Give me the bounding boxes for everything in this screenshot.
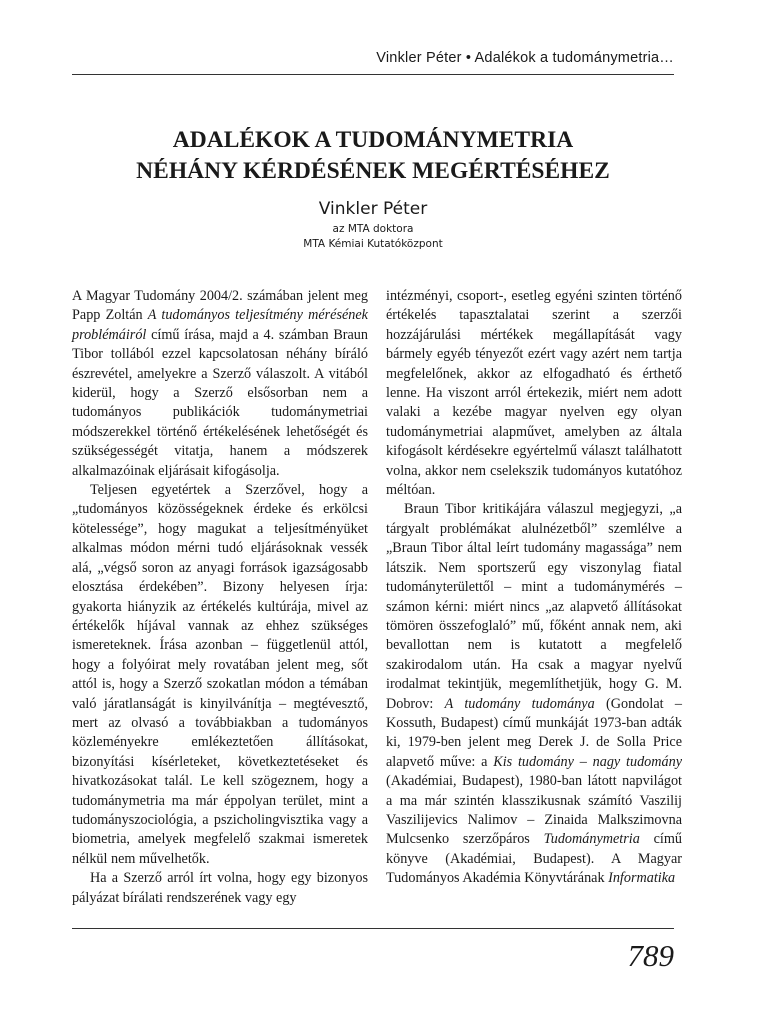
right-column [386, 287, 682, 889]
author-institution: MTA Kémiai Kutatóközpont [303, 238, 443, 250]
author-name: Vinkler Péter [318, 199, 428, 219]
paragraph-text: Braun Tibor kritikájára válaszul megjegyzi, „a tárgyalt problémákat alulnézetből” szemlélve a „Braun Tibor által leírt tudomány magassága” nem látszik. Nem sportszerű egy viszonylag fiatal tudományterülettől – mint a tudománymérés – számon kérni: miért nincs „az alapvető állításokat tömören összefoglaló” mű, főként annak nem, aki bevallottan nem is kutatott a megfelelő szakirodalom után. Ha csak a magyar nyelvű irodalmat tekintjük, megemlíthetjük, hogy G. M. Dobrov: [386, 501, 682, 712]
article-title-line-1: ADALÉKOK A TUDOMÁNYMETRIA [172, 127, 574, 153]
running-head: Vinkler Péter • Adalékok a tudománymetria… [376, 50, 674, 66]
cited-title: A tudományos teljesítmény mérésének problémáiról [72, 307, 368, 343]
author-degree: az MTA doktora [332, 223, 414, 235]
left-column [72, 287, 368, 908]
header-rule [72, 74, 674, 75]
paragraph: Teljesen egyetértek a Szerzővel, hogy a „tudományos közösségeknek érdeke és erkölcsi kötelessége”, hogy magukat a teljesítményüket alkalmas módon mérni tudó eljárásoknak vessék alá, „végső soron az anyagi források igazságosabb elosztása érdekében”. Bizony helyesen írja: gyakorta hiányzik az értékelés kultúrája, mivel az értékelők híjával vannak az ehhez szükséges ismereteknek. Írása azonban – függetlenül attól, hogy a folyóirat mely rovatában jelent meg, sőt attól is, hogy a Szerző szokatlan módon a témában való járatlanságát is kinyilvánítja – megtévesztő, mert az olvasó a továbbiakban a tudományos közleményekre emlékeztetően állításokat, bizonyítási kísérleteket, következtetéseket és hivatkozásokat talál. Le kell szögeznem, hogy a tudománymetria ma már éppolyan terület, mint a tudományszociológia, a pszicholingvisztika vagy a biometria, amelyek megfelelő szakmai ismeretek nélkül nem művelhetők. [72, 482, 368, 867]
cited-title: A tudomány tudománya [444, 695, 595, 712]
paragraph-text: (Gondolat – Kossuth, Budapest) című munkáját 1973-ban adták ki, 1979-ben jelent meg Derek J. de Solla Price alapvető műve: a [386, 695, 682, 770]
article-title-line-2: NÉHÁNY KÉRDÉSÉNEK MEGÉRTÉSÉHEZ [136, 158, 610, 184]
paragraph-text: című írása, majd a 4. számban Braun Tibor tollából ezzel kapcsolatosan néhány bíráló észrevétel, amelyekre a Szerző válaszolt. A vitából kiderül, hogy a Szerző elsősorban nem a tudományos publikációk tudománymetriai módszerekkel történő értékelésének lehetőségét és szükségességét vitatja, hanem a módszerek alkalmazóinak eljárásait kifogásolja. [72, 326, 368, 479]
paragraph-text: című könyve (Akadémiai, Budapest). A Magyar Tudományos Akadémia Könyvtárának [386, 831, 682, 887]
paragraph [386, 500, 682, 888]
footer-rule [72, 928, 674, 929]
cited-title: Kis tudomány – nagy tudomány [493, 753, 682, 770]
cited-title: Tudománymetria [543, 831, 640, 848]
page-number: 789 [627, 938, 674, 973]
paragraph-text: (Akadémiai, Budapest), 1980-ban látott napvilágot a ma már szintén klasszikusnak számító Vaszilij Vaszilijevics Nalimov – Zinaida Malkszimovna Mulcsenko szerzőpáros [386, 773, 682, 848]
cited-title: Informatika [608, 870, 676, 887]
paragraph-text: A Magyar Tudomány 2004/2. számában jelent meg Papp Zoltán [72, 288, 368, 324]
paragraph: Ha a Szerző arról írt volna, hogy egy bizonyos pályázat bírálati rendszerének vagy egy [72, 870, 368, 906]
paragraph: intézményi, csoport-, esetleg egyéni szinten történő értékelés tapasztalatai szerint a szerzői hozzájárulási mértékek megállapítását vagy bármely egyéb tényezőt ezért vagy azért nem tartja megfelelőnek, akkor az elfogadható és érthető lenne. Ha viszont arról értekezik, miért nem adott valaki a kezébe magyar nyelven egy olyan tudománymetriai alapművet, amelyben az általa kifogásolt kérdésekre egyértelmű választ találhatott volna, akkor nem cselekszik tudományos kutatóhoz méltóan. [386, 288, 682, 499]
paragraph [72, 287, 368, 481]
